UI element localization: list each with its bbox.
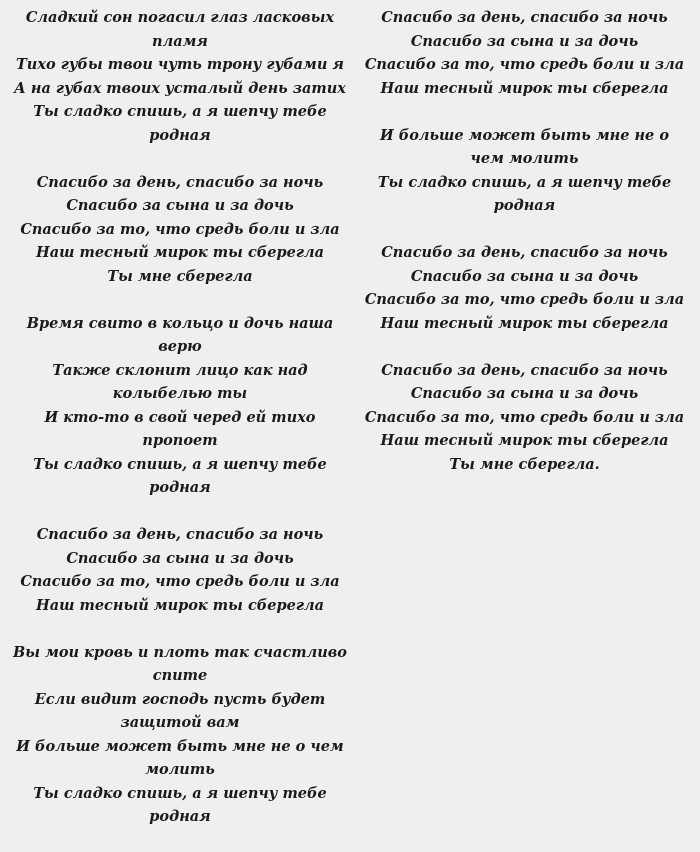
- lyric-line: Спасибо за то, что средь боли и зла: [364, 291, 685, 308]
- lyric-line: Ты сладко спишь, а я шепчу тебе родная: [33, 103, 327, 144]
- lyric-line: Ты мне сберегла: [107, 267, 253, 285]
- lyric-line: А на губах твоих усталый день затих: [14, 79, 346, 97]
- lyric-line: Спасибо за сына и за дочь: [410, 32, 639, 50]
- lyric-line: Также склонит лицо как над колыбелью ты: [52, 361, 308, 402]
- lyric-line: И кто-то в свой черед ей тихо пропоет: [44, 408, 316, 449]
- lyric-line: Спасибо за день, спасибо за ночь: [381, 9, 668, 26]
- lyric-line: Спасибо за сына и за дочь: [66, 197, 294, 214]
- stanza: [10, 641, 350, 829]
- lyrics-column-left: [10, 6, 350, 852]
- stanza: [362, 124, 687, 218]
- stanza: [10, 6, 350, 147]
- lyrics-column-right: [362, 6, 687, 500]
- lyric-line: Наш тесный мирок ты сберегла: [380, 79, 669, 97]
- stanza: [10, 312, 350, 500]
- lyric-line: Спасибо за сына и за дочь: [410, 385, 639, 402]
- lyric-line: Спасибо за день, спасибо за ночь: [36, 173, 324, 191]
- lyric-line: Спасибо за то, что средь боли и зла: [20, 220, 340, 238]
- lyric-line: Время свито в кольцо и дочь наша верю: [26, 314, 334, 355]
- lyric-line: Спасибо за то, что средь боли и зла: [364, 408, 685, 426]
- stanza: [10, 171, 350, 289]
- lyric-line: Наш тесный мирок ты сберегла: [36, 244, 324, 261]
- stanza: [10, 523, 350, 617]
- lyric-line: Тихо губы твои чуть трону губами я: [16, 56, 344, 73]
- lyric-line: Ты сладко спишь, а я шепчу тебе родная: [33, 784, 327, 825]
- stanza: [362, 359, 687, 477]
- lyric-line: Сладкий сон погасил глаз ласковых пламя: [25, 9, 335, 50]
- lyric-line: Ты мне сберегла.: [449, 455, 600, 473]
- lyric-line: Наш тесный мирок ты сберегла: [36, 596, 324, 614]
- lyric-line: Если видит господь пусть будет защитой вам: [34, 690, 326, 731]
- lyric-line: Наш тесный мирок ты сберегла: [380, 314, 669, 332]
- lyric-line: Спасибо за сына и за дочь: [410, 267, 639, 285]
- lyric-line: Ты сладко спишь, а я шепчу тебе родная: [33, 455, 327, 496]
- lyric-line: Наш тесный мирок ты сберегла: [380, 432, 669, 449]
- lyric-line: Спасибо за день, спасибо за ночь: [381, 244, 668, 261]
- stanza: [362, 6, 687, 100]
- lyric-line: И больше может быть мне не о чем молить: [379, 126, 670, 167]
- lyric-line: Спасибо за день, спасибо за ночь: [36, 526, 324, 543]
- lyric-line: Спасибо за день, спасибо за ночь: [381, 361, 668, 379]
- lyric-line: Спасибо за то, что средь боли и зла: [364, 56, 685, 73]
- lyric-line: Спасибо за то, что средь боли и зла: [20, 573, 340, 590]
- stanza: [362, 241, 687, 335]
- lyric-line: Спасибо за сына и за дочь: [66, 549, 294, 567]
- lyric-line: И больше может быть мне не о чем молить: [16, 737, 344, 778]
- lyric-line: Вы мои кровь и плоть так счастливо спите: [13, 643, 347, 684]
- lyric-line: Ты сладко спишь, а я шепчу тебе родная: [377, 173, 672, 214]
